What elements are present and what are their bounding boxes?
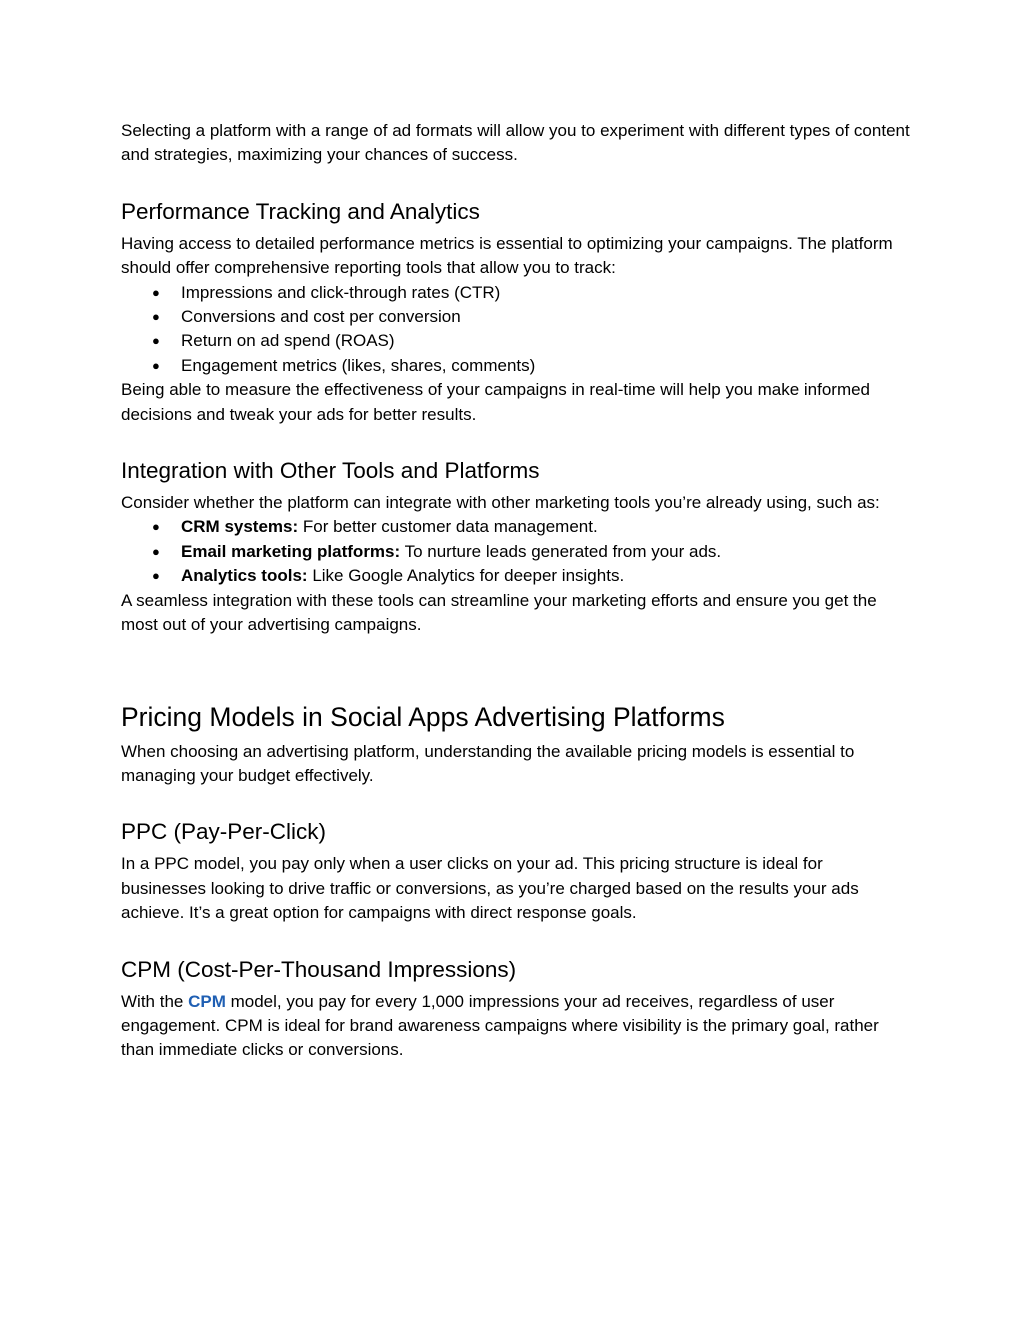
list-item bbox=[121, 564, 911, 588]
list-item-term: CRM systems: bbox=[181, 517, 299, 537]
list-item bbox=[121, 515, 911, 539]
intro-paragraph: Selecting a platform with a range of ad formats will allow you to experiment with different types of content and strategies, maximizing your chances of success. bbox=[121, 121, 910, 165]
performance-outro: Being able to measure the effectiveness of your campaigns in real-time will help you make informed decisions and tweak your ads for better results. bbox=[121, 380, 871, 424]
list-item: ● Return on ad spend (ROAS) bbox=[121, 329, 911, 353]
ppc-heading: PPC (Pay-Per-Click) bbox=[121, 819, 327, 845]
bullet-icon: ● bbox=[152, 519, 160, 535]
integration-outro: A seamless integration with these tools can streamline your marketing efforts and ensure you get the most out of your advertising campaigns. bbox=[121, 590, 877, 635]
cpm-link[interactable]: CPM bbox=[188, 991, 226, 1011]
performance-list bbox=[121, 281, 911, 379]
list-item-desc: Like Google Analytics for deeper insights. bbox=[307, 566, 625, 586]
integration-heading: Integration with Other Tools and Platforms bbox=[121, 458, 540, 484]
document-page bbox=[121, 119, 911, 1063]
cpm-heading: CPM (Cost-Per-Thousand Impressions) bbox=[121, 956, 517, 982]
bullet-icon: ● bbox=[152, 309, 160, 325]
list-item: ● Impressions and click-through rates (CTR) bbox=[121, 281, 911, 305]
integration-list bbox=[121, 515, 911, 588]
list-item-term: Analytics tools: bbox=[181, 566, 308, 586]
bullet-icon: ● bbox=[152, 333, 160, 349]
bullet-icon: ● bbox=[152, 284, 160, 300]
performance-intro: Having access to detailed performance metrics is essential to optimizing your campaigns. The platform should offer comprehensive reporting tools that allow you to track: bbox=[121, 233, 893, 278]
bullet-icon: ● bbox=[152, 543, 160, 559]
list-item-desc: To nurture leads generated from your ads. bbox=[400, 541, 722, 561]
pricing-intro: When choosing an advertising platform, understanding the available pricing models is essential to managing your budget effectively. bbox=[121, 741, 855, 785]
list-item: ● Conversions and cost per conversion bbox=[121, 305, 911, 329]
bullet-icon: ● bbox=[152, 568, 160, 584]
bullet-icon: ● bbox=[152, 357, 160, 373]
performance-heading: Performance Tracking and Analytics bbox=[121, 198, 480, 224]
cpm-body: With the CPM model, you pay for every 1,000 impressions your ad receives, regardless of user engagement. CPM is ideal for brand awareness campaigns where visibility is the primary goal, rather than immediate clicks or conversions. bbox=[121, 991, 879, 1060]
list-item-term: Email marketing platforms: bbox=[181, 541, 401, 561]
pricing-heading: Pricing Models in Social Apps Advertising Platforms bbox=[121, 701, 725, 732]
list-item: ● Engagement metrics (likes, shares, comments) bbox=[121, 354, 911, 378]
list-item bbox=[121, 540, 911, 564]
ppc-body: In a PPC model, you pay only when a user clicks on your ad. This pricing structure is ideal for businesses looking to drive traffic or conversions, as you’re charged based on the results your ads achieve. It’s a great option for campaigns with direct response goals. bbox=[121, 854, 859, 923]
list-item-desc: For better customer data management. bbox=[298, 517, 598, 537]
integration-intro: Consider whether the platform can integrate with other marketing tools you’re already using, such as: bbox=[121, 493, 880, 513]
